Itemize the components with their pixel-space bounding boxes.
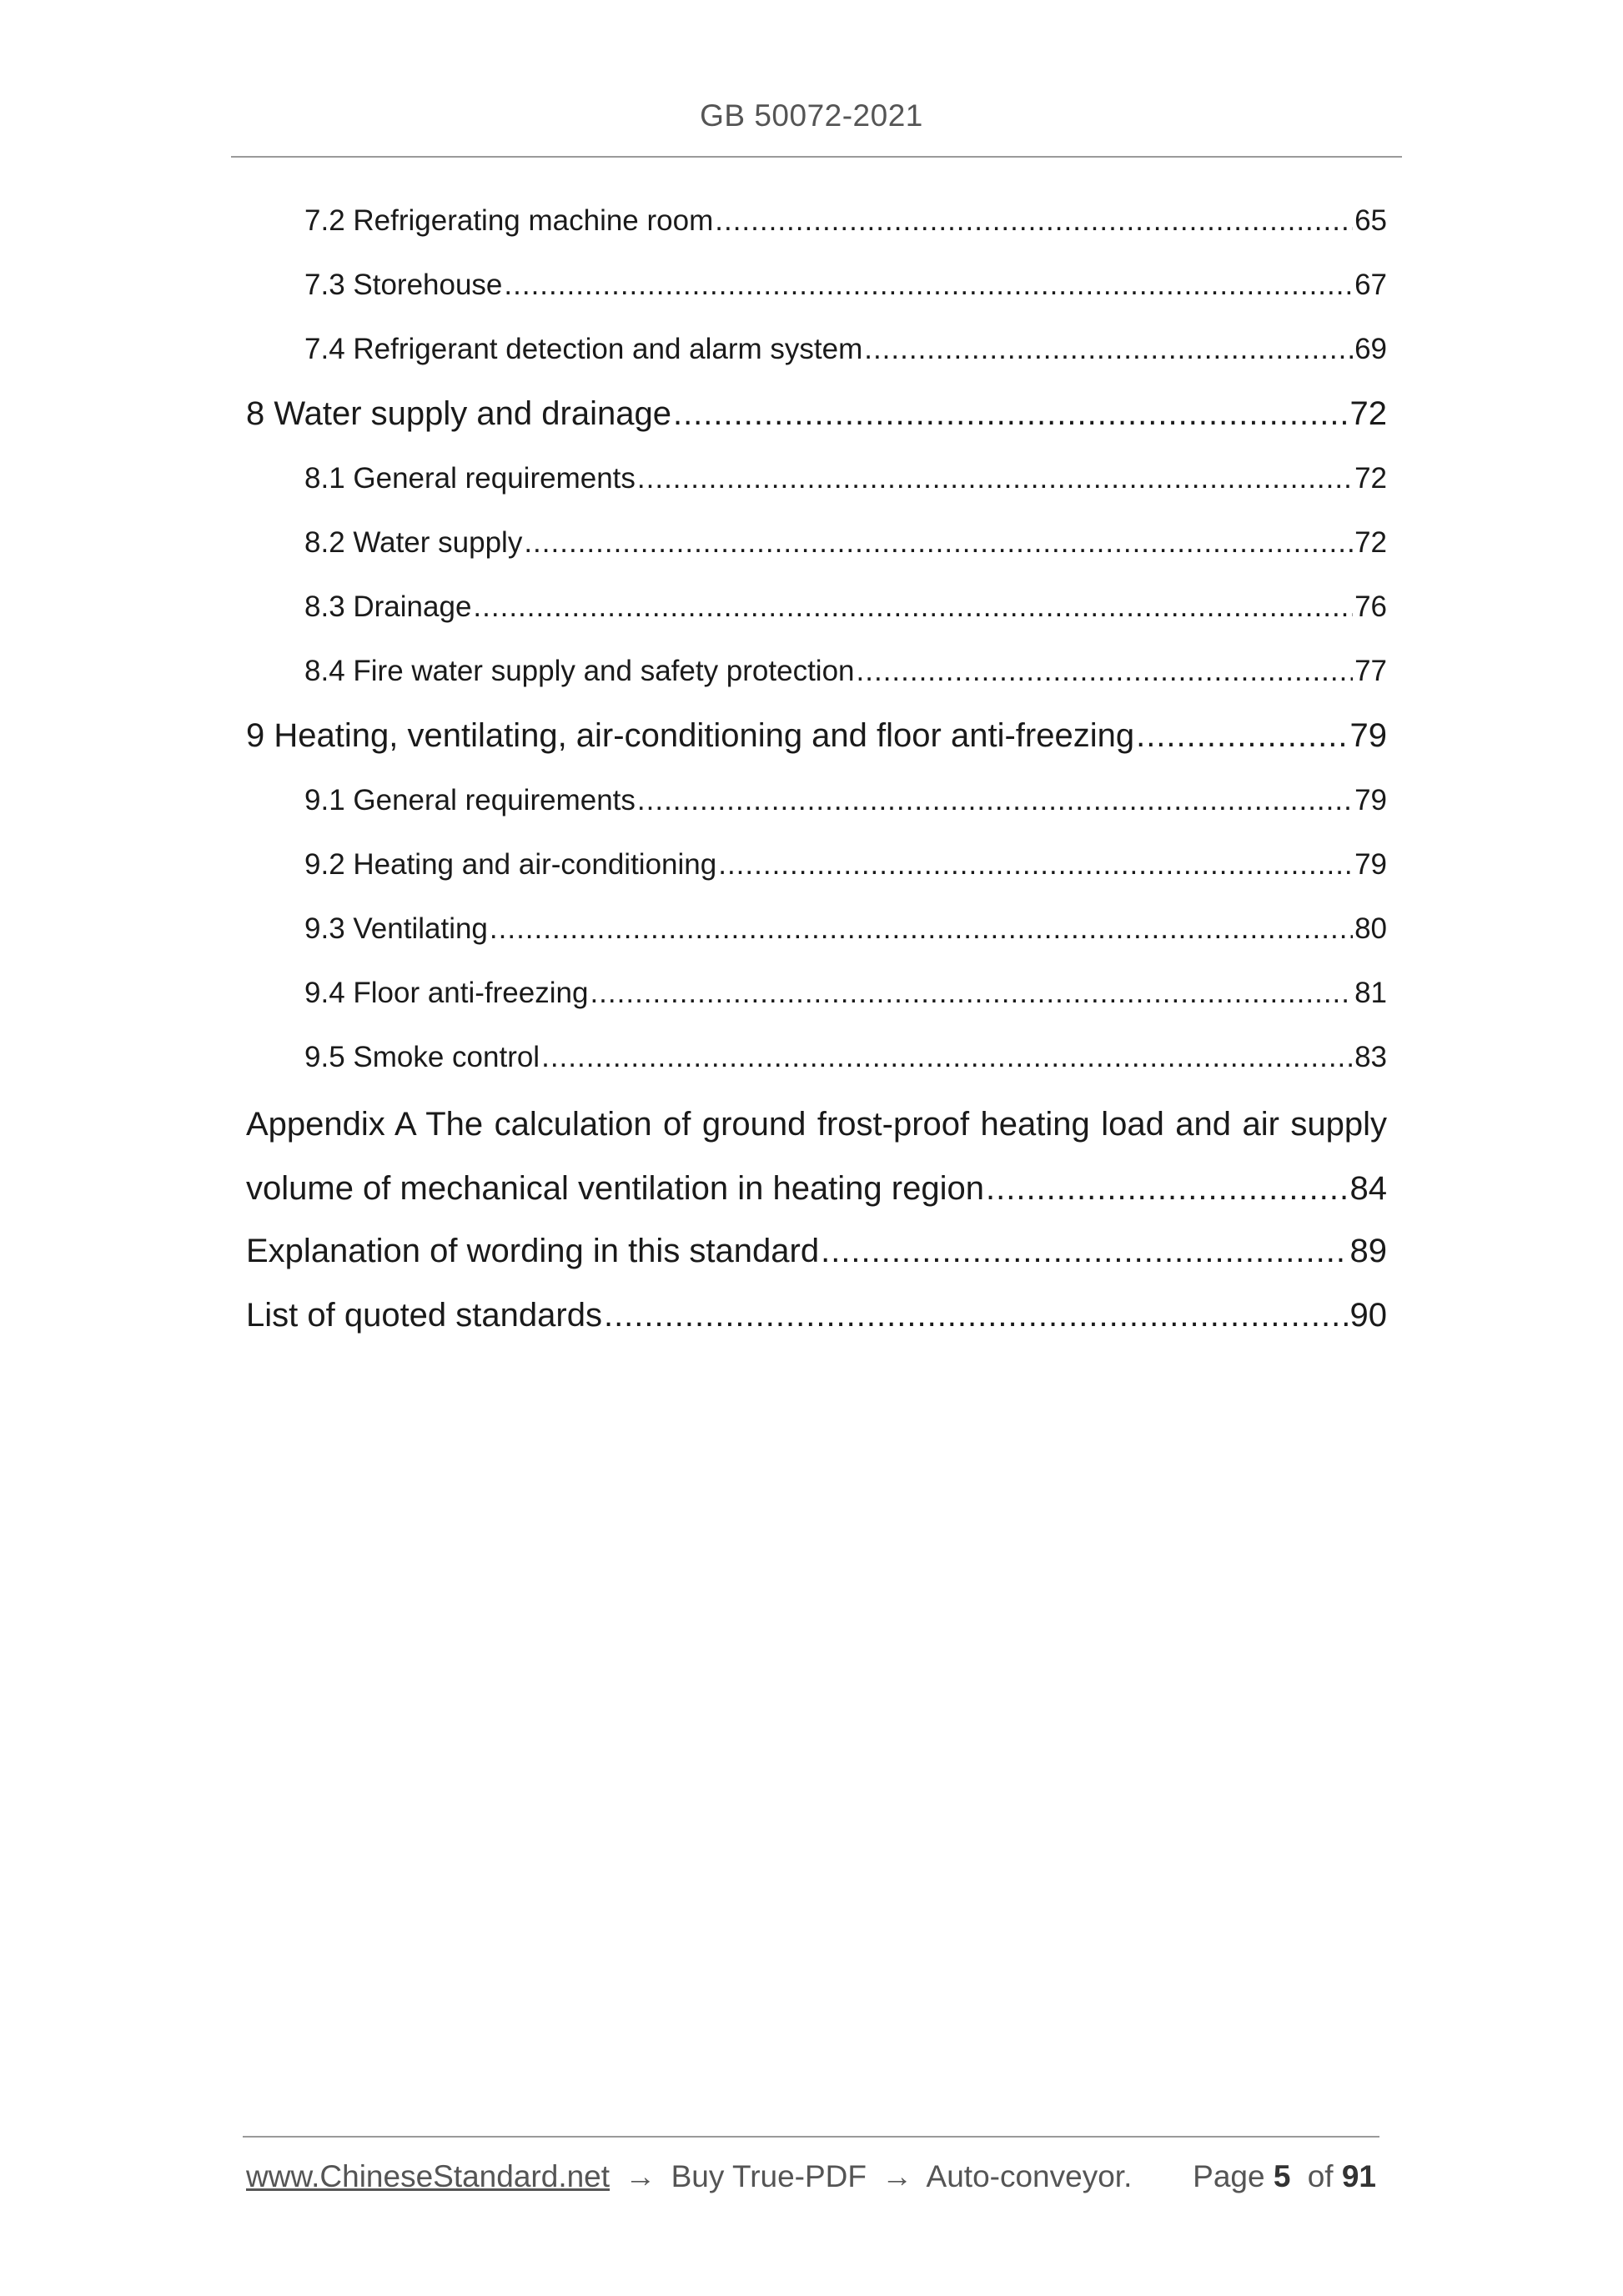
toc-entry-9-3[interactable] (304, 912, 1387, 946)
page-footer (246, 2159, 1376, 2194)
footer-divider (243, 2136, 1379, 2138)
toc-entry-page: 79 (1354, 784, 1387, 816)
toc-entry-page: 83 (1354, 1041, 1387, 1073)
toc-entry-8[interactable] (246, 395, 1387, 433)
buy-true-pdf-text: Buy True-PDF (671, 2159, 867, 2193)
toc-entry-8-4[interactable] (304, 655, 1387, 688)
toc-entry-page: 67 (1354, 269, 1387, 301)
website-link[interactable]: www.ChineseStandard.net (246, 2159, 611, 2193)
toc-entry-title: 8.3 Drainage (304, 590, 472, 623)
arrow-right-icon: → (625, 2159, 656, 2193)
toc-entry-8-3[interactable] (304, 590, 1387, 624)
auto-conveyor-text: Auto-conveyor. (926, 2159, 1133, 2193)
page-label: Page (1193, 2159, 1265, 2193)
toc-entry-8-2[interactable] (304, 526, 1387, 560)
toc-entry-title: 8.2 Water supply (304, 526, 523, 559)
toc-entry-title: 7.3 Storehouse (304, 269, 503, 301)
toc-entry-appendix-a[interactable] (246, 1093, 1387, 1221)
toc-entry-title: 7.4 Refrigerant detection and alarm system (304, 333, 863, 365)
toc-entry-explanation[interactable] (246, 1233, 1387, 1270)
toc-entry-page: 81 (1354, 977, 1387, 1009)
toc-leader-dots (490, 912, 1353, 946)
toc-entry-9-4[interactable] (304, 977, 1387, 1010)
toc-entry-title: 8.4 Fire water supply and safety protection (304, 655, 855, 687)
toc-entry-page: 84 (1349, 1170, 1387, 1207)
toc-leader-dots (1136, 717, 1348, 755)
toc-entry-title: 7.2 Refrigerating machine room (304, 204, 714, 237)
toc-entry-8-1[interactable] (304, 462, 1387, 495)
document-code: GB 50072-2021 (700, 98, 923, 133)
toc-leader-dots (986, 1157, 1349, 1221)
toc-entry-title: 9.5 Smoke control (304, 1041, 540, 1073)
toc-entry-page: 77 (1354, 655, 1387, 687)
toc-entry-quoted-standards[interactable] (246, 1297, 1387, 1334)
toc-entry-7-4[interactable] (304, 333, 1387, 366)
toc-entry-title: 8.1 General requirements (304, 462, 636, 495)
toc-entry-title: List of quoted standards (246, 1297, 602, 1334)
toc-entry-title: 9.3 Ventilating (304, 912, 488, 945)
toc-entry-7-3[interactable] (304, 269, 1387, 302)
toc-entry-title: 9.4 Floor anti-freezing (304, 977, 589, 1009)
toc-leader-dots (473, 590, 1353, 624)
toc-entry-title: 9.1 General requirements (304, 784, 636, 816)
toc-entry-page: 80 (1354, 912, 1387, 945)
toc-entry-page: 90 (1349, 1297, 1387, 1334)
arrow-right-icon: → (882, 2159, 913, 2193)
toc-entry-title: 9.2 Heating and air-conditioning (304, 848, 717, 881)
of-label: of (1307, 2159, 1334, 2193)
toc-entry-page: 65 (1354, 204, 1387, 237)
toc-entry-page: 79 (1354, 848, 1387, 881)
toc-entry-9-5[interactable] (304, 1041, 1387, 1074)
toc-entry-9-1[interactable] (304, 784, 1387, 817)
total-page-count: 91 (1341, 2159, 1376, 2193)
toc-entry-page: 69 (1354, 333, 1387, 365)
footer-links (246, 2159, 1132, 2194)
toc-leader-dots (637, 462, 1353, 495)
toc-leader-dots (673, 395, 1349, 433)
toc-entry-title: Explanation of wording in this standard (246, 1233, 820, 1269)
toc-leader-dots (715, 204, 1353, 238)
toc-entry-title: 8 Water supply and drainage (246, 395, 671, 432)
toc-entry-7-2[interactable] (304, 204, 1387, 238)
page-indicator (1193, 2159, 1376, 2194)
toc-entry-page: 72 (1354, 462, 1387, 495)
toc-entry-page: 89 (1349, 1233, 1387, 1269)
toc-leader-dots (604, 1297, 1349, 1334)
toc-entry-page: 72 (1354, 526, 1387, 559)
toc-entry-9[interactable] (246, 717, 1387, 755)
toc-leader-dots (637, 784, 1353, 817)
toc-leader-dots (864, 333, 1353, 366)
toc-entry-page: 76 (1354, 590, 1387, 623)
toc-leader-dots (524, 526, 1353, 560)
toc-entry-title-line-2: volume of mechanical ventilation in heating region (246, 1170, 984, 1207)
toc-leader-dots (718, 848, 1353, 882)
toc-entry-title-line-1: Appendix A The calculation of ground frost-proof heating load and air supply (246, 1106, 1387, 1143)
toc-leader-dots (590, 977, 1353, 1010)
toc-leader-dots (504, 269, 1353, 302)
toc-leader-dots (857, 655, 1354, 688)
toc-entry-page: 72 (1349, 395, 1387, 432)
toc-leader-dots (821, 1233, 1348, 1270)
toc-entry-9-2[interactable] (304, 848, 1387, 882)
toc-leader-dots (541, 1041, 1353, 1074)
toc-entry-page: 79 (1349, 717, 1387, 754)
current-page-number: 5 (1273, 2159, 1291, 2193)
toc-entry-title: 9 Heating, ventilating, air-conditioning and floor anti-freezing (246, 717, 1135, 754)
